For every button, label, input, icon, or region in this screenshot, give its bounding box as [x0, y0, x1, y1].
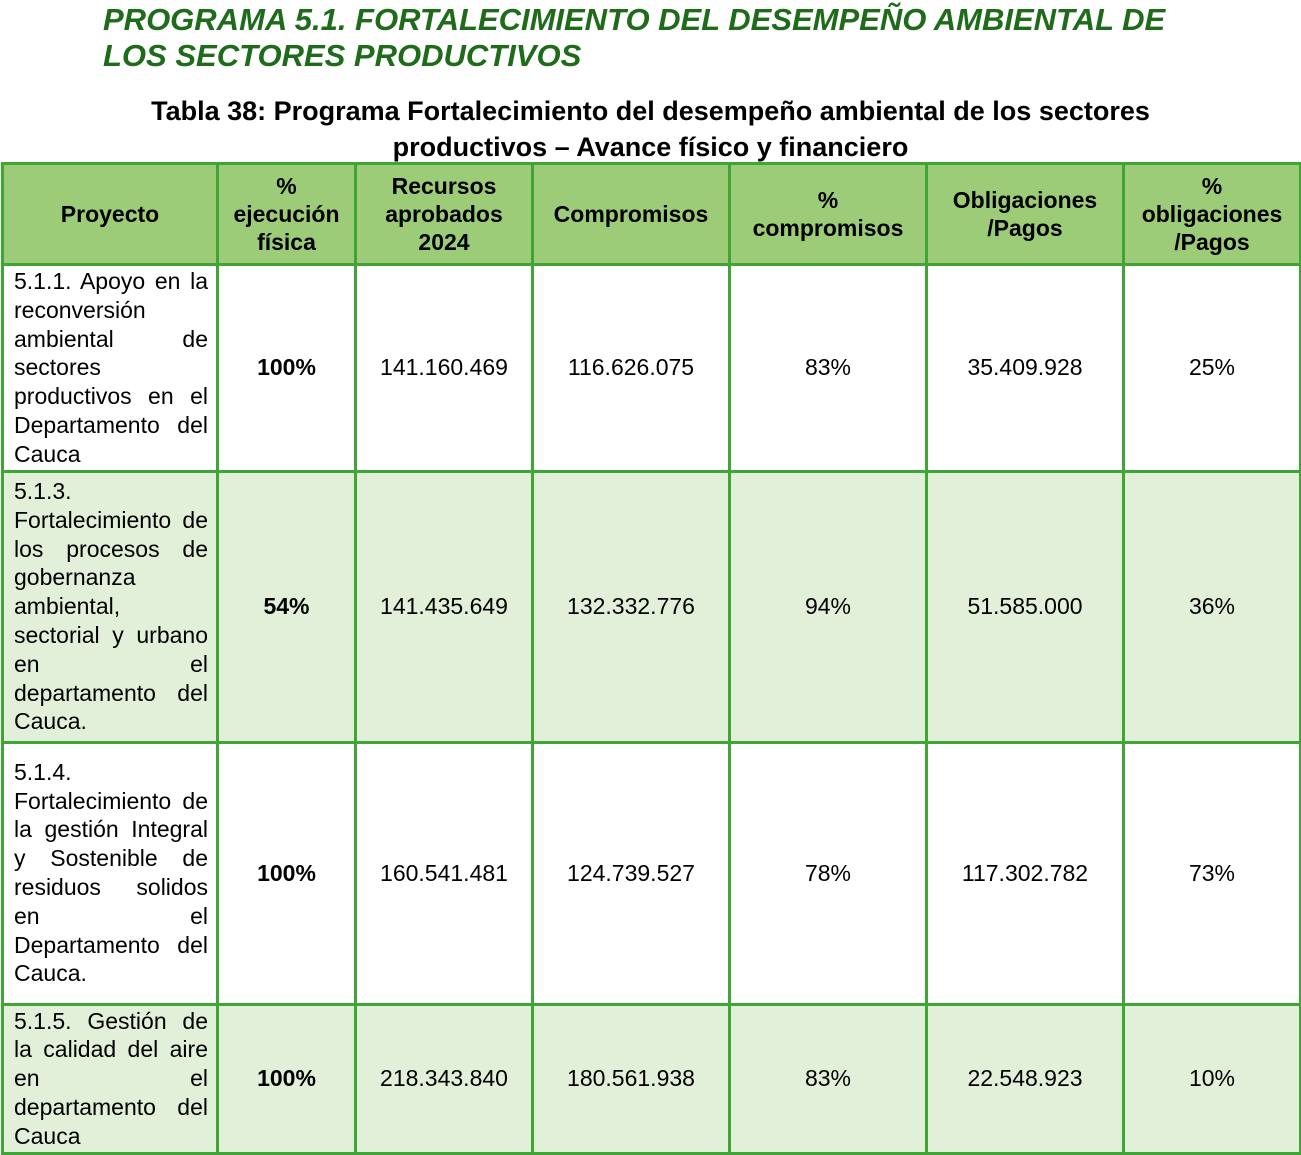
cell-recursos-aprobados: 218.343.840 — [356, 1004, 533, 1153]
cell-recursos-aprobados: 160.541.481 — [356, 742, 533, 1004]
cell-pct-obligaciones: 10% — [1124, 1004, 1301, 1153]
table-caption-line-1: Tabla 38: Programa Fortalecimiento del desempeño ambiental de los sectores — [151, 96, 1150, 126]
header-row — [3, 164, 1301, 265]
header-ejecucion-line-1: % — [276, 173, 297, 199]
header-pct-obligaciones-line-1: % — [1201, 173, 1223, 199]
header-proyecto — [3, 164, 218, 265]
program-title — [103, 2, 1293, 74]
cell-proyecto: 5.1.5. Gestión de la calidad del aire en el departamento del Cauca — [3, 1004, 218, 1153]
header-recursos-line-3: 2024 — [418, 229, 470, 255]
cell-compromisos: 180.561.938 — [533, 1004, 730, 1153]
header-compromisos — [533, 164, 730, 265]
header-obligaciones-line-2: /Pagos — [987, 215, 1063, 241]
cell-obligaciones-pagos: 51.585.000 — [927, 471, 1124, 742]
header-pct-compromisos-line-2: compromisos — [752, 215, 904, 241]
cell-obligaciones-pagos: 22.548.923 — [927, 1004, 1124, 1153]
cell-ejecucion-fisica: 100% — [218, 1004, 356, 1153]
cell-ejecucion-fisica: 100% — [218, 742, 356, 1004]
cell-compromisos: 116.626.075 — [533, 265, 730, 472]
cell-pct-compromisos: 83% — [730, 1004, 927, 1153]
header-ejecucion-line-2: ejecución — [233, 201, 340, 227]
header-pct-obligaciones-line-3: /Pagos — [1174, 229, 1250, 255]
header-ejecucion-fisica — [218, 164, 356, 265]
cell-recursos-aprobados: 141.435.649 — [356, 471, 533, 742]
cell-pct-obligaciones: 73% — [1124, 742, 1301, 1004]
cell-proyecto: 5.1.4. Fortalecimiento de la gestión Integral y Sostenible de residuos solidos en el Departamento del Cauca. — [3, 742, 218, 1004]
cell-obligaciones-pagos: 117.302.782 — [927, 742, 1124, 1004]
header-obligaciones-pagos — [927, 164, 1124, 265]
table-row — [3, 742, 1301, 1004]
header-compromisos-label: Compromisos — [553, 201, 709, 227]
table-body — [3, 265, 1301, 1154]
header-recursos-line-1: Recursos — [391, 173, 497, 199]
program-title-line-2: LOS SECTORES PRODUCTIVOS — [103, 38, 582, 73]
cell-pct-compromisos: 83% — [730, 265, 927, 472]
header-pct-obligaciones-line-2: obligaciones — [1141, 201, 1283, 227]
table-row — [3, 471, 1301, 742]
program-title-line-1: PROGRAMA 5.1. FORTALECIMIENTO DEL DESEMPEÑO AMBIENTAL DE — [103, 2, 1166, 37]
header-pct-compromisos-line-1: % — [817, 187, 839, 213]
header-pct-obligaciones — [1124, 164, 1301, 265]
header-proyecto-label: Proyecto — [60, 201, 160, 227]
header-obligaciones-line-1: Obligaciones — [952, 187, 1098, 213]
cell-ejecucion-fisica: 100% — [218, 265, 356, 472]
header-recursos-aprobados — [356, 164, 533, 265]
table-row — [3, 265, 1301, 472]
cell-pct-compromisos: 78% — [730, 742, 927, 1004]
table-header — [3, 164, 1301, 265]
cell-obligaciones-pagos: 35.409.928 — [927, 265, 1124, 472]
cell-proyecto: 5.1.1. Apoyo en la reconversión ambiental de sectores productivos en el Departamento del Cauca — [3, 265, 218, 472]
cell-pct-obligaciones: 36% — [1124, 471, 1301, 742]
header-recursos-line-2: aprobados — [385, 201, 503, 227]
cell-recursos-aprobados: 141.160.469 — [356, 265, 533, 472]
cell-ejecucion-fisica: 54% — [218, 471, 356, 742]
table-caption-line-2: productivos – Avance físico y financiero — [392, 132, 909, 162]
cell-proyecto: 5.1.3. Fortalecimiento de los procesos de gobernanza ambiental, sectorial y urbano en el departamento del Cauca. — [3, 471, 218, 742]
header-ejecucion-line-3: física — [257, 229, 316, 255]
table-row — [3, 1004, 1301, 1153]
cell-compromisos: 132.332.776 — [533, 471, 730, 742]
progress-table — [1, 162, 1301, 1155]
table-caption — [0, 93, 1301, 165]
header-pct-compromisos — [730, 164, 927, 265]
cell-compromisos: 124.739.527 — [533, 742, 730, 1004]
cell-pct-obligaciones: 25% — [1124, 265, 1301, 472]
cell-pct-compromisos: 94% — [730, 471, 927, 742]
